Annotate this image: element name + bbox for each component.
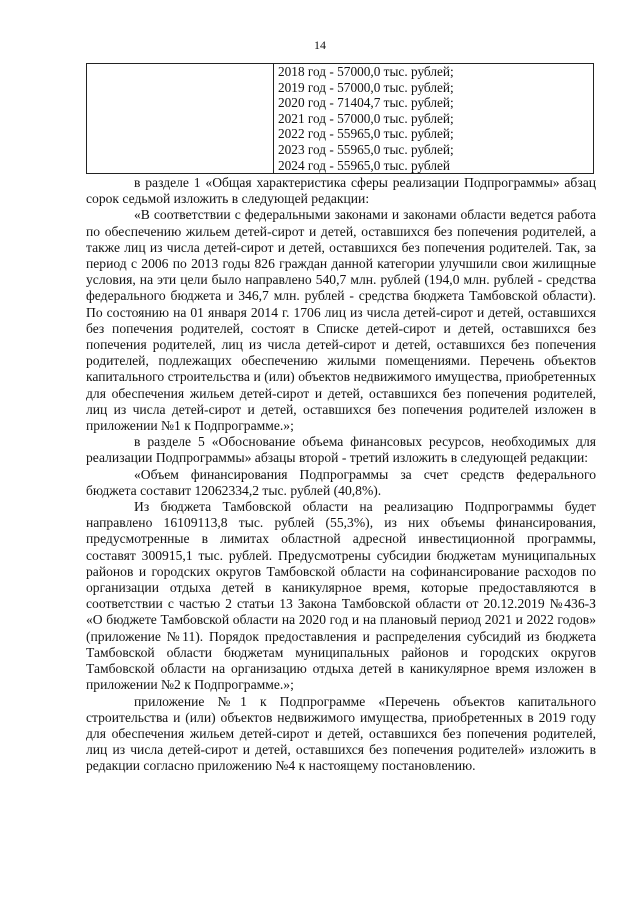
paragraph-section1-text: «В соответствии с федеральными законами и законами области ведется работа по обеспечению жильем детей-сирот и детей, оставшихся без попечения родителей, а также лиц из числа детей-сирот и детей, оставшихся без попечения родителей. Так, за период с 2006 по 2013 годы 826 граждан данной категории улучшили свои жилищные условия, на эти цели было направлено 540,7 млн. рублей (194,0 млн. рублей - средства федерального бюджета и 346,7 млн. рублей - средства бюджета Тамбовской области). По состоянию на 01 января 2014 г. 1706 лиц из числа детей-сирот и детей, оставшихся без попечения родителей, состоят в Списке детей-сирот и детей, оставшихся без попечения родителей, лиц из числа детей-сирот и детей, оставшихся без попечения родителей, подлежащих обеспечению жилыми помещениями. Перечень объектов капитального строительства и (или) объектов недвижимого имущества, приобретенных для обеспечения жильем детей-сирот и детей, оставшихся без попечения родителей, лиц из числа детей-сирот и детей, оставшихся без попечения родителей изложен в приложении №1 к Подпрограмме.»;	[86, 207, 596, 434]
page-number: 14	[314, 38, 326, 52]
paragraph-appendix1: приложение №1 к Подпрограмме «Перечень объектов капитального строительства и (или) объектов недвижимого имущества, приобретенных в 2019 году для обеспечения жильем детей-сирот и детей, оставшихся без попечения родителей, лиц из числа детей-сирот и детей, оставшихся без попечения родителей» изложить в редакции согласно приложению №4 к настоящему постановлению.	[86, 693, 596, 774]
paragraph-section1-intro: в разделе 1 «Общая характеристика сферы реализации Подпрограммы» абзац сорок седьмой изложить в следующей редакции:	[86, 175, 596, 207]
year-line: 2024 год - 55965,0 тыс. рублей	[278, 157, 451, 173]
paragraph-section5-intro: в разделе 5 «Обоснование объема финансовых ресурсов, необходимых для реализации Подпрограммы» абзацы второй - третий изложить в следующей редакции:	[86, 434, 596, 466]
year-line: 2019 год - 57000,0 тыс. рублей;	[278, 79, 454, 95]
year-line: 2022 год - 55965,0 тыс. рублей;	[278, 126, 454, 142]
year-line: 2020 год - 71404,7 тыс. рублей;	[278, 95, 454, 111]
table-row	[87, 64, 594, 174]
year-line: 2018 год - 57000,0 тыс. рублей;	[278, 64, 454, 79]
paragraph-regional-budget: Из бюджета Тамбовской области на реализацию Подпрограммы будет направлено 16109113,8 тыс. рублей (55,3%), из них объемы финансирования, предусмотренные в лимитах областной адресной инвестиционной программы, составят 300915,1 тыс. рублей. Предусмотрены субсидии бюджетам муниципальных районов и городских округов Тамбовской области на софинансирование расходов по организации отдыха детей в каникулярное время, которые предоставляются в соответствии с частью 2 статьи 13 Закона Тамбовской области от 20.12.2019 №436-З «О бюджете Тамбовской области на 2020 год и на плановый период 2021 и 2022 годов» (приложение №11). Порядок предоставления и распределения субсидий из бюджета Тамбовской области бюджетам муниципальных районов и городских округов Тамбовской области на организацию отдыха детей в каникулярное время изложен в приложении №2 к Подпрограмме.»;	[86, 499, 596, 693]
table-cell-empty	[87, 64, 274, 174]
year-line: 2021 год - 57000,0 тыс. рублей;	[278, 110, 454, 126]
paragraph-federal-budget: «Объем финансирования Подпрограммы за счет средств федерального бюджета составит 12062334,2 тыс. рублей (40,8%).	[86, 466, 596, 498]
funding-table	[86, 63, 594, 174]
document-body	[86, 175, 596, 775]
year-line: 2023 год - 55965,0 тыс. рублей;	[278, 141, 454, 157]
table-cell-years	[274, 64, 594, 174]
